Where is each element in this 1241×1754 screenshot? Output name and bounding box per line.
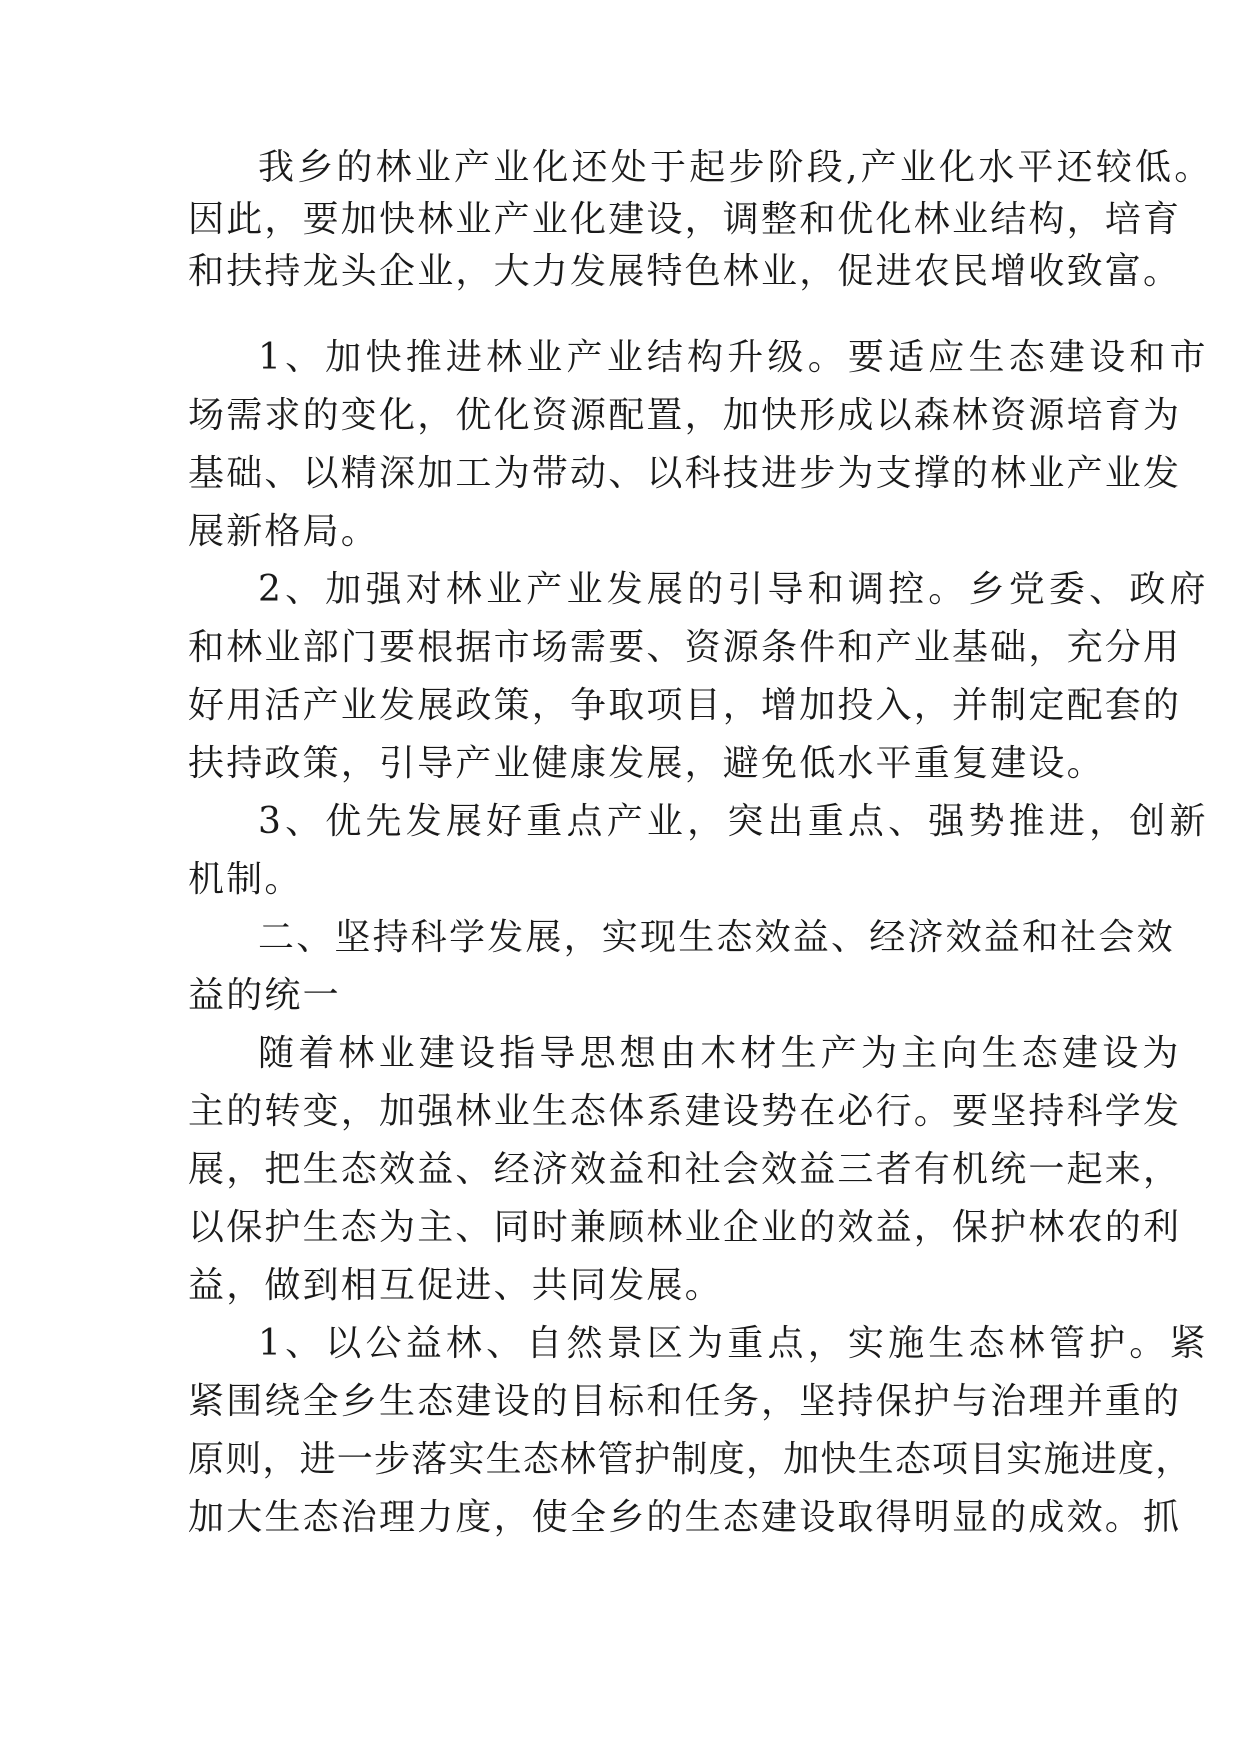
- body-text-line: 展，把生态效益、经济效益和社会效益三者有机统一起来，: [188, 1149, 1182, 1190]
- body-text-line: 我乡的林业产业化还处于起步阶段,产业化水平还较低。: [258, 147, 1214, 188]
- body-text-line: 因此，要加快林业产业化建设，调整和优化林业结构，培育: [188, 199, 1182, 240]
- body-text-line: 1、加快推进林业产业结构升级。要适应生态建设和市: [258, 337, 1210, 378]
- body-text-line: 展新格局。: [188, 511, 380, 552]
- body-text-line: 扶持政策，引导产业健康发展，避免低水平重复建设。: [188, 743, 1105, 784]
- body-text-line: 加大生态治理力度，使全乡的生态建设取得明显的成效。抓: [188, 1497, 1182, 1538]
- body-text-line: 3、优先发展好重点产业，突出重点、强势推进，创新: [258, 801, 1210, 842]
- body-text-line: 基础、以精深加工为带动、以科技进步为支撑的林业产业发: [188, 453, 1182, 494]
- body-text-line: 1、以公益林、自然景区为重点，实施生态林管护。紧: [258, 1323, 1210, 1364]
- body-text-line: 原则，进一步落实生态林管护制度，加快生态项目实施进度，: [188, 1439, 1193, 1480]
- body-text-line: 2、加强对林业产业发展的引导和调控。乡党委、政府: [258, 569, 1210, 610]
- body-text-line: 益，做到相互促进、共同发展。: [188, 1265, 723, 1306]
- body-text-line: 主的转变，加强林业生态体系建设势在必行。要坚持科学发: [188, 1091, 1182, 1132]
- body-text-line: 好用活产业发展政策，争取项目，增加投入，并制定配套的: [188, 685, 1182, 726]
- body-text-line: 紧围绕全乡生态建设的目标和任务，坚持保护与治理并重的: [188, 1381, 1182, 1422]
- body-text-line: 机制。: [188, 859, 303, 900]
- body-text-line: 以保护生态为主、同时兼顾林业企业的效益，保护林农的利: [188, 1207, 1182, 1248]
- section-heading-line: 益的统一: [188, 975, 341, 1016]
- body-text-line: 场需求的变化，优化资源配置，加快形成以森林资源培育为: [188, 395, 1182, 436]
- body-text-line: 和林业部门要根据市场需要、资源条件和产业基础，充分用: [188, 627, 1182, 668]
- body-text-line: 随着林业建设指导思想由木材生产为主向生态建设为: [258, 1033, 1183, 1074]
- section-heading-line: 二、坚持科学发展，实现生态效益、经济效益和社会效: [258, 917, 1175, 958]
- body-text-line: 和扶持龙头企业，大力发展特色林业，促进农民增收致富。: [188, 251, 1182, 292]
